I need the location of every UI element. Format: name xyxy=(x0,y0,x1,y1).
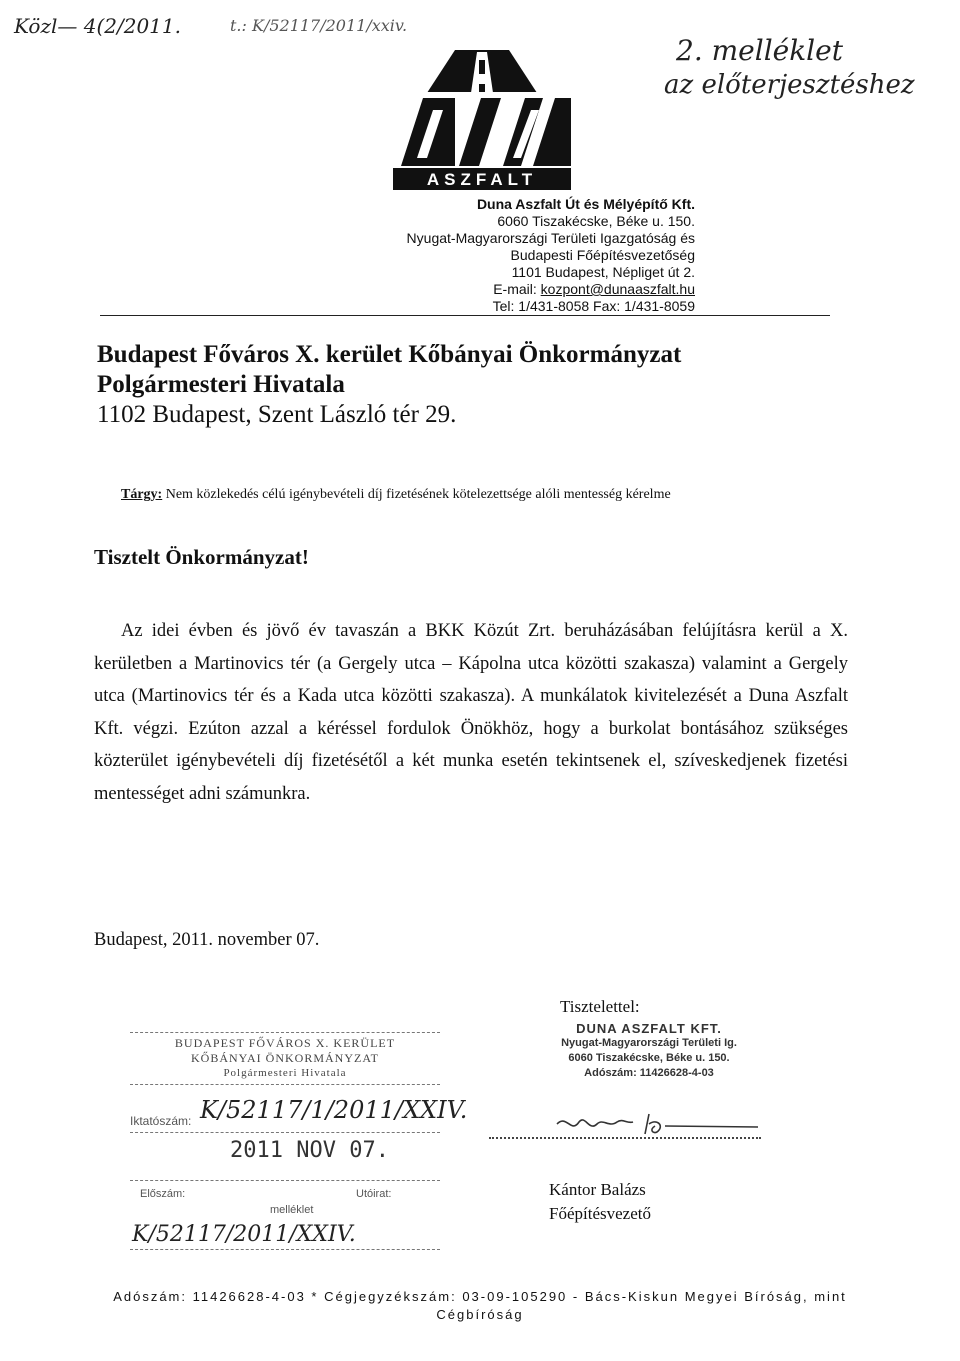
addressee-line3: 1102 Budapest, Szent László tér 29. xyxy=(97,401,457,428)
signature-line xyxy=(489,1137,761,1139)
reg-office-line1: BUDAPEST FŐVÁROS X. KERÜLET xyxy=(174,1036,396,1050)
successor-label: Utóirat: xyxy=(356,1188,392,1200)
handwritten-attachment-number: 2. melléklet xyxy=(676,34,843,67)
closing: Tisztelettel: xyxy=(560,997,640,1016)
email-label: E-mail: xyxy=(493,281,541,297)
handwritten-note-top-left: Közl— 4(2/2011. xyxy=(14,14,181,38)
company-email-link[interactable]: kozpont@dunaaszfalt.hu xyxy=(540,281,695,297)
subject xyxy=(121,487,671,503)
addressee-line2: Polgármesteri Hivatala xyxy=(97,371,345,398)
addressee-line1: Budapest Főváros X. kerület Kőbányai Önkormányzat xyxy=(97,341,682,368)
attachment-label: melléklet xyxy=(270,1204,314,1216)
company-stamp xyxy=(549,1021,749,1081)
company-email-line xyxy=(300,281,695,298)
stamp-bottom-number: K/52117/2011/XXIV. xyxy=(132,1222,356,1247)
signer xyxy=(549,1178,651,1226)
registration-stamp xyxy=(130,1032,468,1250)
greeting: Tisztelt Önkormányzat! xyxy=(94,545,309,569)
subject-text: Nem közlekedés célú igénybevételi díj fizetésének kötelezettsége alóli mentesség kérelme xyxy=(165,487,671,502)
company-address2: 1101 Budapest, Népliget út 2. xyxy=(511,264,695,280)
registration-office xyxy=(130,1036,440,1081)
header-divider xyxy=(100,315,830,316)
company-address: 6060 Tiszakécske, Béke u. 150. xyxy=(497,213,695,229)
company-name: Duna Aszfalt Út és Mélyépítő Kft. xyxy=(476,196,695,212)
filing-number: K/52117/1/2011/XXIV. xyxy=(200,1096,468,1124)
reg-office-line3: Polgármesteri Hivatala xyxy=(223,1067,347,1079)
signer-name: Kántor Balázs xyxy=(549,1180,646,1199)
stamp-line1: DUNA ASZFALT KFT. xyxy=(576,1021,722,1036)
body-paragraph: Az idei évben és jövő év tavaszán a BKK Közút Zrt. beruházásában felújításra kerül a X. kerületben a Martinovics tér (a Gergely utca – Kápolna utca közötti szakasza) valamint a Gergely utca (Martinovics tér és a Kada utca közötti szakasza). A munkálatok kivitelezését a Duna Aszfalt Kft. végzi. Ezúton azzal a kéréssel fordulok Önökhöz, hogy a burkolat bontásához szükséges közterület igénybevételi díj fizetésétől a két munka esetén tekintsenek el, szíveskedjenek fizetési mentességet adni számunkra. xyxy=(94,621,848,804)
footer-line1: Adószám: 11426628-4-03 * Cégjegyzékszám: 03-09-105290 - Bács-Kiskun Megyei Bíróság, mint xyxy=(113,1289,847,1304)
handwritten-attachment-note: az előterjesztéshez xyxy=(664,70,915,100)
stamp-line4: Adószám: 11426628-4-03 xyxy=(584,1067,714,1079)
company-info xyxy=(300,196,695,315)
filing-label: Iktatószám: xyxy=(130,1114,192,1128)
company-logo xyxy=(393,50,571,190)
subject-label: Tárgy: xyxy=(121,487,163,502)
letter-date: Budapest, 2011. november 07. xyxy=(94,930,320,950)
predecessor-label: Előszám: xyxy=(140,1188,186,1200)
addressee xyxy=(97,340,681,430)
handwritten-note-top-mid: t.: K/52117/2011/xxiv. xyxy=(230,16,408,35)
stamp-line2: Nyugat-Magyarországi Területi Ig. xyxy=(561,1037,737,1049)
handwritten-signature xyxy=(553,1110,763,1140)
footer-line2: Cégbíróság xyxy=(436,1307,524,1322)
stamp-line3: 6060 Tiszakécske, Béke u. 150. xyxy=(568,1052,730,1064)
signer-title: Főépítésvezető xyxy=(549,1204,651,1223)
footer xyxy=(60,1288,900,1324)
company-division: Nyugat-Magyarországi Területi Igazgatóság és xyxy=(406,230,695,246)
company-division2: Budapesti Főépítésvezetőség xyxy=(510,247,695,263)
reg-office-line2: KŐBÁNYAI ÖNKORMÁNYZAT xyxy=(191,1051,379,1065)
logo-word: ASZFALT xyxy=(426,170,538,189)
received-date: 2011 NOV 07. xyxy=(230,1138,389,1163)
company-phone: Tel: 1/431-8058 Fax: 1/431-8059 xyxy=(492,298,695,314)
